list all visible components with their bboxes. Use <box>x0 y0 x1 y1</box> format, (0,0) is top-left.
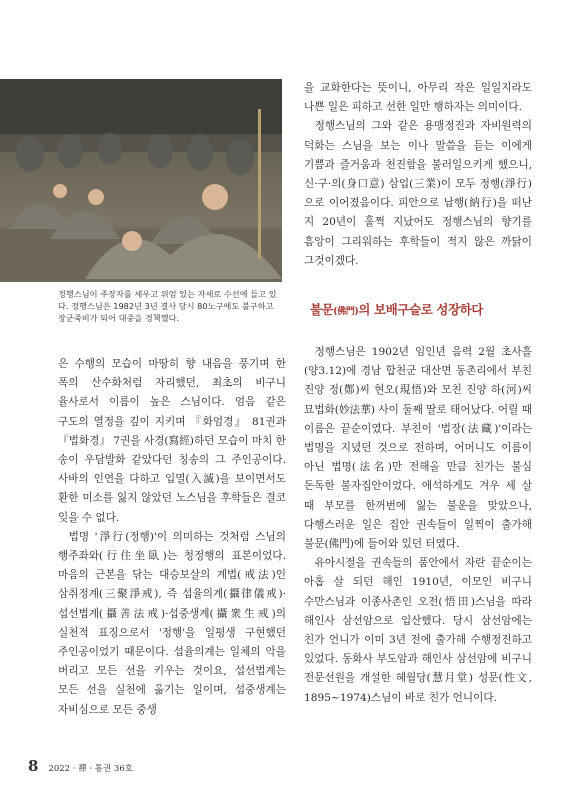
right-column-bottom <box>304 343 532 708</box>
right-column-top <box>304 79 532 271</box>
section-heading-hanja: (佛門) <box>333 307 359 317</box>
section-heading-part1: 불문 <box>310 302 334 317</box>
page-number: 8 <box>28 757 39 775</box>
left-paragraph-2: 법명 '淨行(정행)'이 의미하는 것처럼 스님의 행주좌와(行住坐臥)는 청정행의 표본이었다. 마음의 근본을 닦는 대승보살의 계법(戒法)인 삼취정계(三聚淨戒), 즉 섭율의계(攝律儀戒)·섭선법계(攝善法戒)·섭중생계(攝衆生戒)의 실천적 표징으로서 '정행'을 일평생 구현했던 주인공이었기 때문이다. 섭율의계는 일체의 악을 버리고 모든 선을 키우는 것이요, 섭선법계는 모든 선을 실천에 옮기는 일이며, 섭중생계는 자비심으로 모든 중생 <box>58 530 286 716</box>
right-top-paragraph-1: 을 교화한다는 뜻이니, 아무리 작은 일일지라도 나쁜 일은 피하고 선한 일만 행하자는 의미이다. <box>304 82 532 114</box>
issue-info: 2022 · 禪 · 통권 36호 <box>48 764 133 774</box>
right-bottom-paragraph-2: 유아시절을 권속들의 품안에서 자란 끝순이는 아홉 살 되던 해인 1910년, 이모인 비구니 수만스님과 이종사촌인 오전(悟田)스님을 따라 해인사 삼선암으로 입산했다. 당시 삼선암에는 친가 언니가 이미 3년 전에 출가해 수행정진하고 있었다. 동화사 부도암과 해인사 삼선암에 비구니 전문선원을 개설한 혜월당(慧月堂) 성문(性文, 1895~1974)스님이 바로 친가 언니이다. <box>304 557 532 704</box>
right-bottom-paragraph-1: 정행스님은 1902년 임인년 음력 2월 초사흘(양3.12)에 경남 합천군 대산면 동촌리에서 부친 진양 정(鄭)씨 현오(現悟)와 모친 진양 하(河)씨 묘법화(妙法華) 사이 둘째 딸로 태어났다. 어릴 때 이름은 끝순이였다. 부친이 '법장(法藏)'이라는 법명을 지녔던 것으로 전하며, 어머니도 이름이 아닌 법명(法名)만 전해올 만큼 친가는 불심 돈독한 불자집안이었다. 애석하게도 겨우 세 살 때 부모를 한꺼번에 잃는 불운을 맞았으나, 다행스러운 일은 집안 권속들이 일찍이 출가해 불문(佛門)에 들어와 있던 터였다. <box>304 346 532 551</box>
page-footer <box>28 757 133 775</box>
left-paragraph-1: 은 수행의 모습이 마땅히 향 내음을 풍기며 한 폭의 산수화처럼 자리했던, 최초의 비구니 율사로서 이름이 높은 스님이다. 엄음 같은 구도의 열정을 깊이 지키며 『화엄경』 81권과 『법화경』 7권을 사경(寫經)하던 모습이 마치 한 송이 우담발화 같았다던 칭송의 그 주인공이다. 사바의 인연을 다하고 입멸(入滅)을 보이면서도 환한 미소를 잃지 않았던 노스님을 후학들은 결코 잊을 수 없다. <box>58 358 286 524</box>
right-top-paragraph-2: 정행스님의 그와 같은 용맹정진과 자비원력의 덕화는 스님을 보는 이나 말씀을 듣는 이에게 기쁨과 즐거움과 천진함을 불러일으키게 했으니, 신·구·의(身口意) 삼업(三業)이 모두 정행(淨行)으로 이어졌음이다. 피안으로 납행(納行)을 떠난 지 20년이 훌쩍 지났어도 정행스님의 향기를 흠앙이 그리워하는 후학들이 적지 않은 까닭이 그것이겠다. <box>304 120 532 267</box>
meditation-photo-illustration <box>0 79 282 282</box>
section-heading-part2: 의 보배구슬로 성장하다 <box>358 302 484 317</box>
meditation-photo <box>0 79 282 282</box>
photo-caption: 정행스님이 주장자를 세우고 위엄 있는 자세로 수선에 들고 있다. 정행스님은 1982년 3년 결사 당시 80노구에도 불구하고 장군죽비가 되어 대중을 경책했다. <box>58 289 277 323</box>
left-column <box>58 355 286 720</box>
section-heading <box>310 300 538 318</box>
